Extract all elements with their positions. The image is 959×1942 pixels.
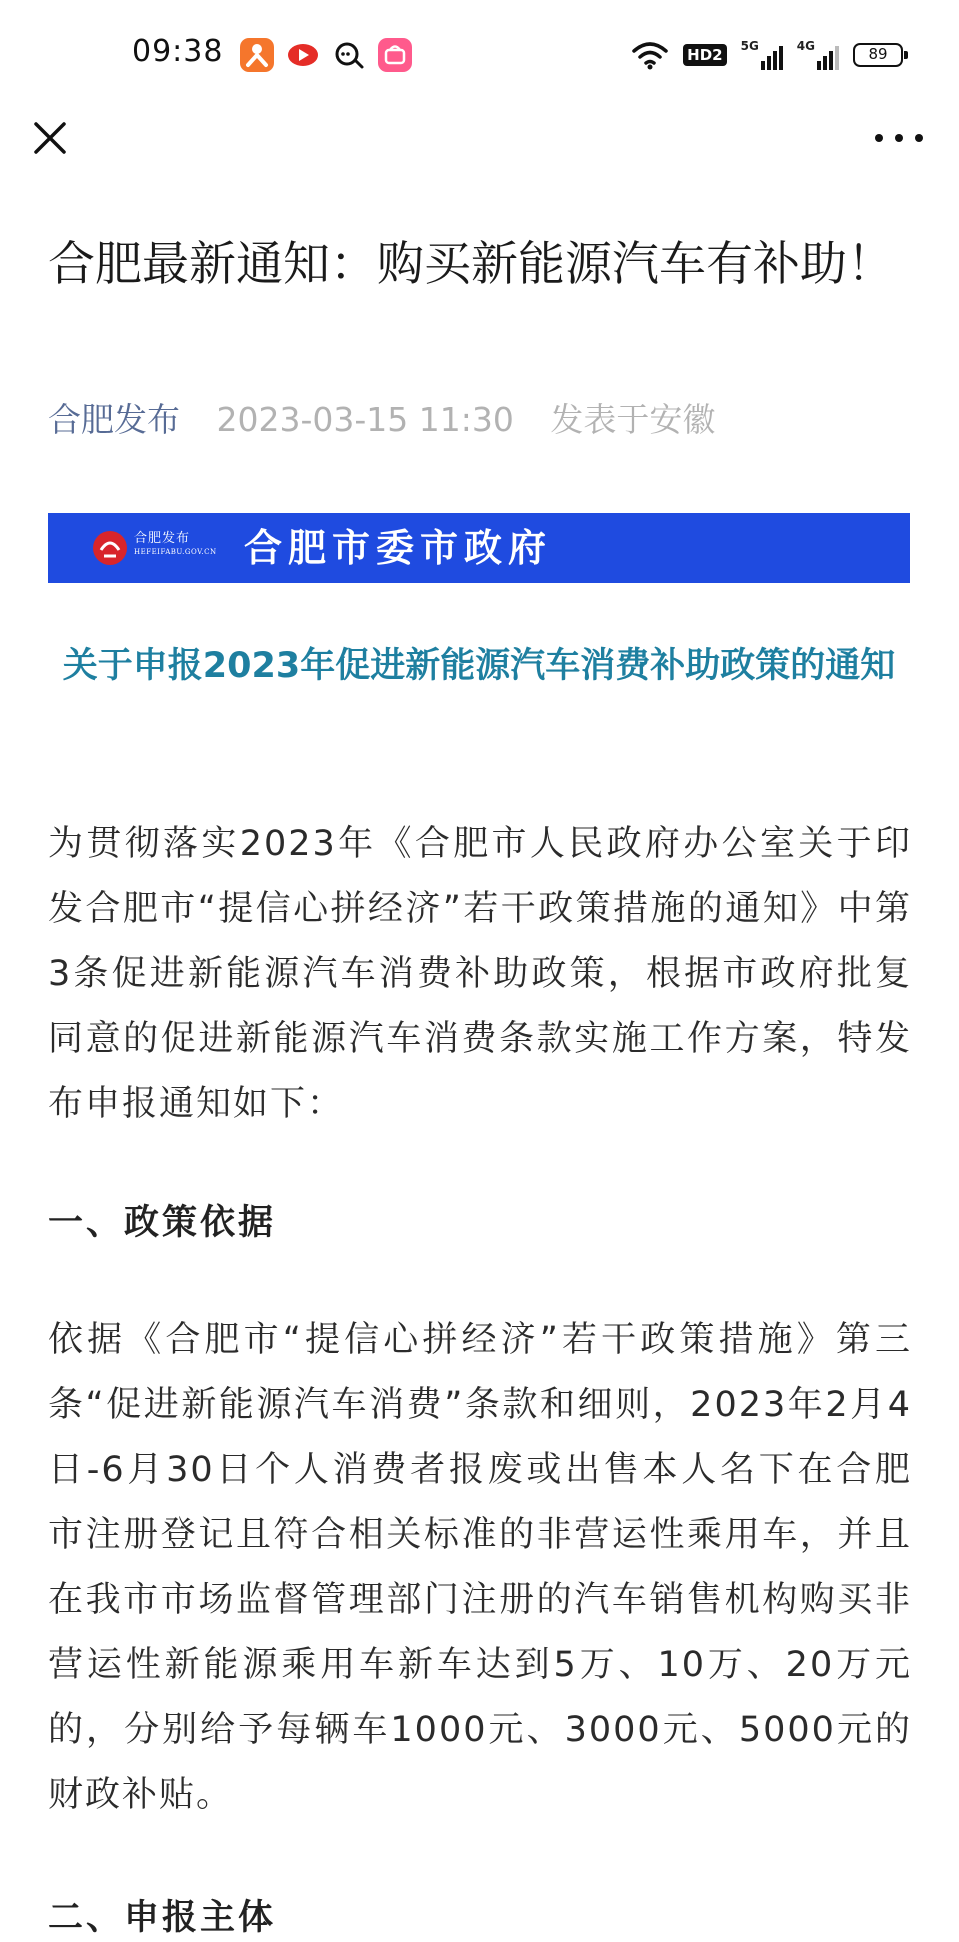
signal-5g-icon: 5G xyxy=(741,40,783,70)
account-name-link[interactable]: 合肥发布 xyxy=(48,400,180,439)
shopping-app-icon xyxy=(378,38,412,72)
publish-date: 2023-03-15 11:30 xyxy=(216,400,514,439)
taobao-icon xyxy=(240,38,274,72)
hefei-fabu-logo-icon xyxy=(90,528,130,568)
more-options-icon-dot xyxy=(895,134,903,142)
article-meta xyxy=(48,398,715,442)
close-button[interactable] xyxy=(30,118,70,158)
more-options-button[interactable] xyxy=(875,128,923,148)
status-bar xyxy=(0,0,959,108)
close-icon xyxy=(30,118,70,158)
wifi-icon xyxy=(631,40,669,70)
system-icons xyxy=(631,38,903,72)
banner-title: 合肥市委市政府 xyxy=(244,525,553,570)
battery-icon: 89 xyxy=(853,43,903,67)
banner-logo-name: 合肥发布 xyxy=(134,531,191,546)
more-options-icon-dot xyxy=(915,134,923,142)
banner-image xyxy=(48,513,910,583)
hd-badge: HD2 xyxy=(683,44,726,66)
intro-paragraph: 为贯彻落实2023年《合肥市人民政府办公室关于印发合肥市“提信心拼经济”若干政策措施的通知》中第3条促进新能源汽车消费补助政策，根据市政府批复同意的促进新能源汽车消费条款实施工作方案，特发布申报通知如下： xyxy=(48,824,912,1124)
video-app-icon xyxy=(286,38,320,72)
publish-location: 发表于安徽 xyxy=(550,400,716,439)
section-heading-policy-basis: 一、政策依据 xyxy=(48,1203,277,1243)
section-heading-applicant: 二、申报主体 xyxy=(48,1898,277,1938)
banner-logo-url: HEFEIFABU.GOV.CN xyxy=(134,548,217,556)
article-title: 合肥最新通知：购买新能源汽车有补助！ xyxy=(48,237,894,292)
chat-bubble-icon xyxy=(332,38,366,72)
more-options-icon-dot xyxy=(875,134,883,142)
policy-basis-paragraph: 依据《合肥市“提信心拼经济”若干政策措施》第三条“促进新能源汽车消费”条款和细则，2023年2月4日-6月30日个人消费者报废或出售本人名下在合肥市注册登记且符合相关标准的非营运性乘用车，并且在我市市场监督管理部门注册的汽车销售机构购买非营运性新能源乘用车新车达到5万、10万、20万元的，分别给予每辆车1000元、3000元、5000元的财政补贴。 xyxy=(48,1320,912,1815)
notice-heading: 关于申报2023年促进新能源汽车消费补助政策的通知 xyxy=(62,646,896,686)
signal-4g-icon: 4G xyxy=(797,40,839,70)
banner-logo-text xyxy=(134,531,217,557)
status-time: 09:38 xyxy=(132,34,224,69)
